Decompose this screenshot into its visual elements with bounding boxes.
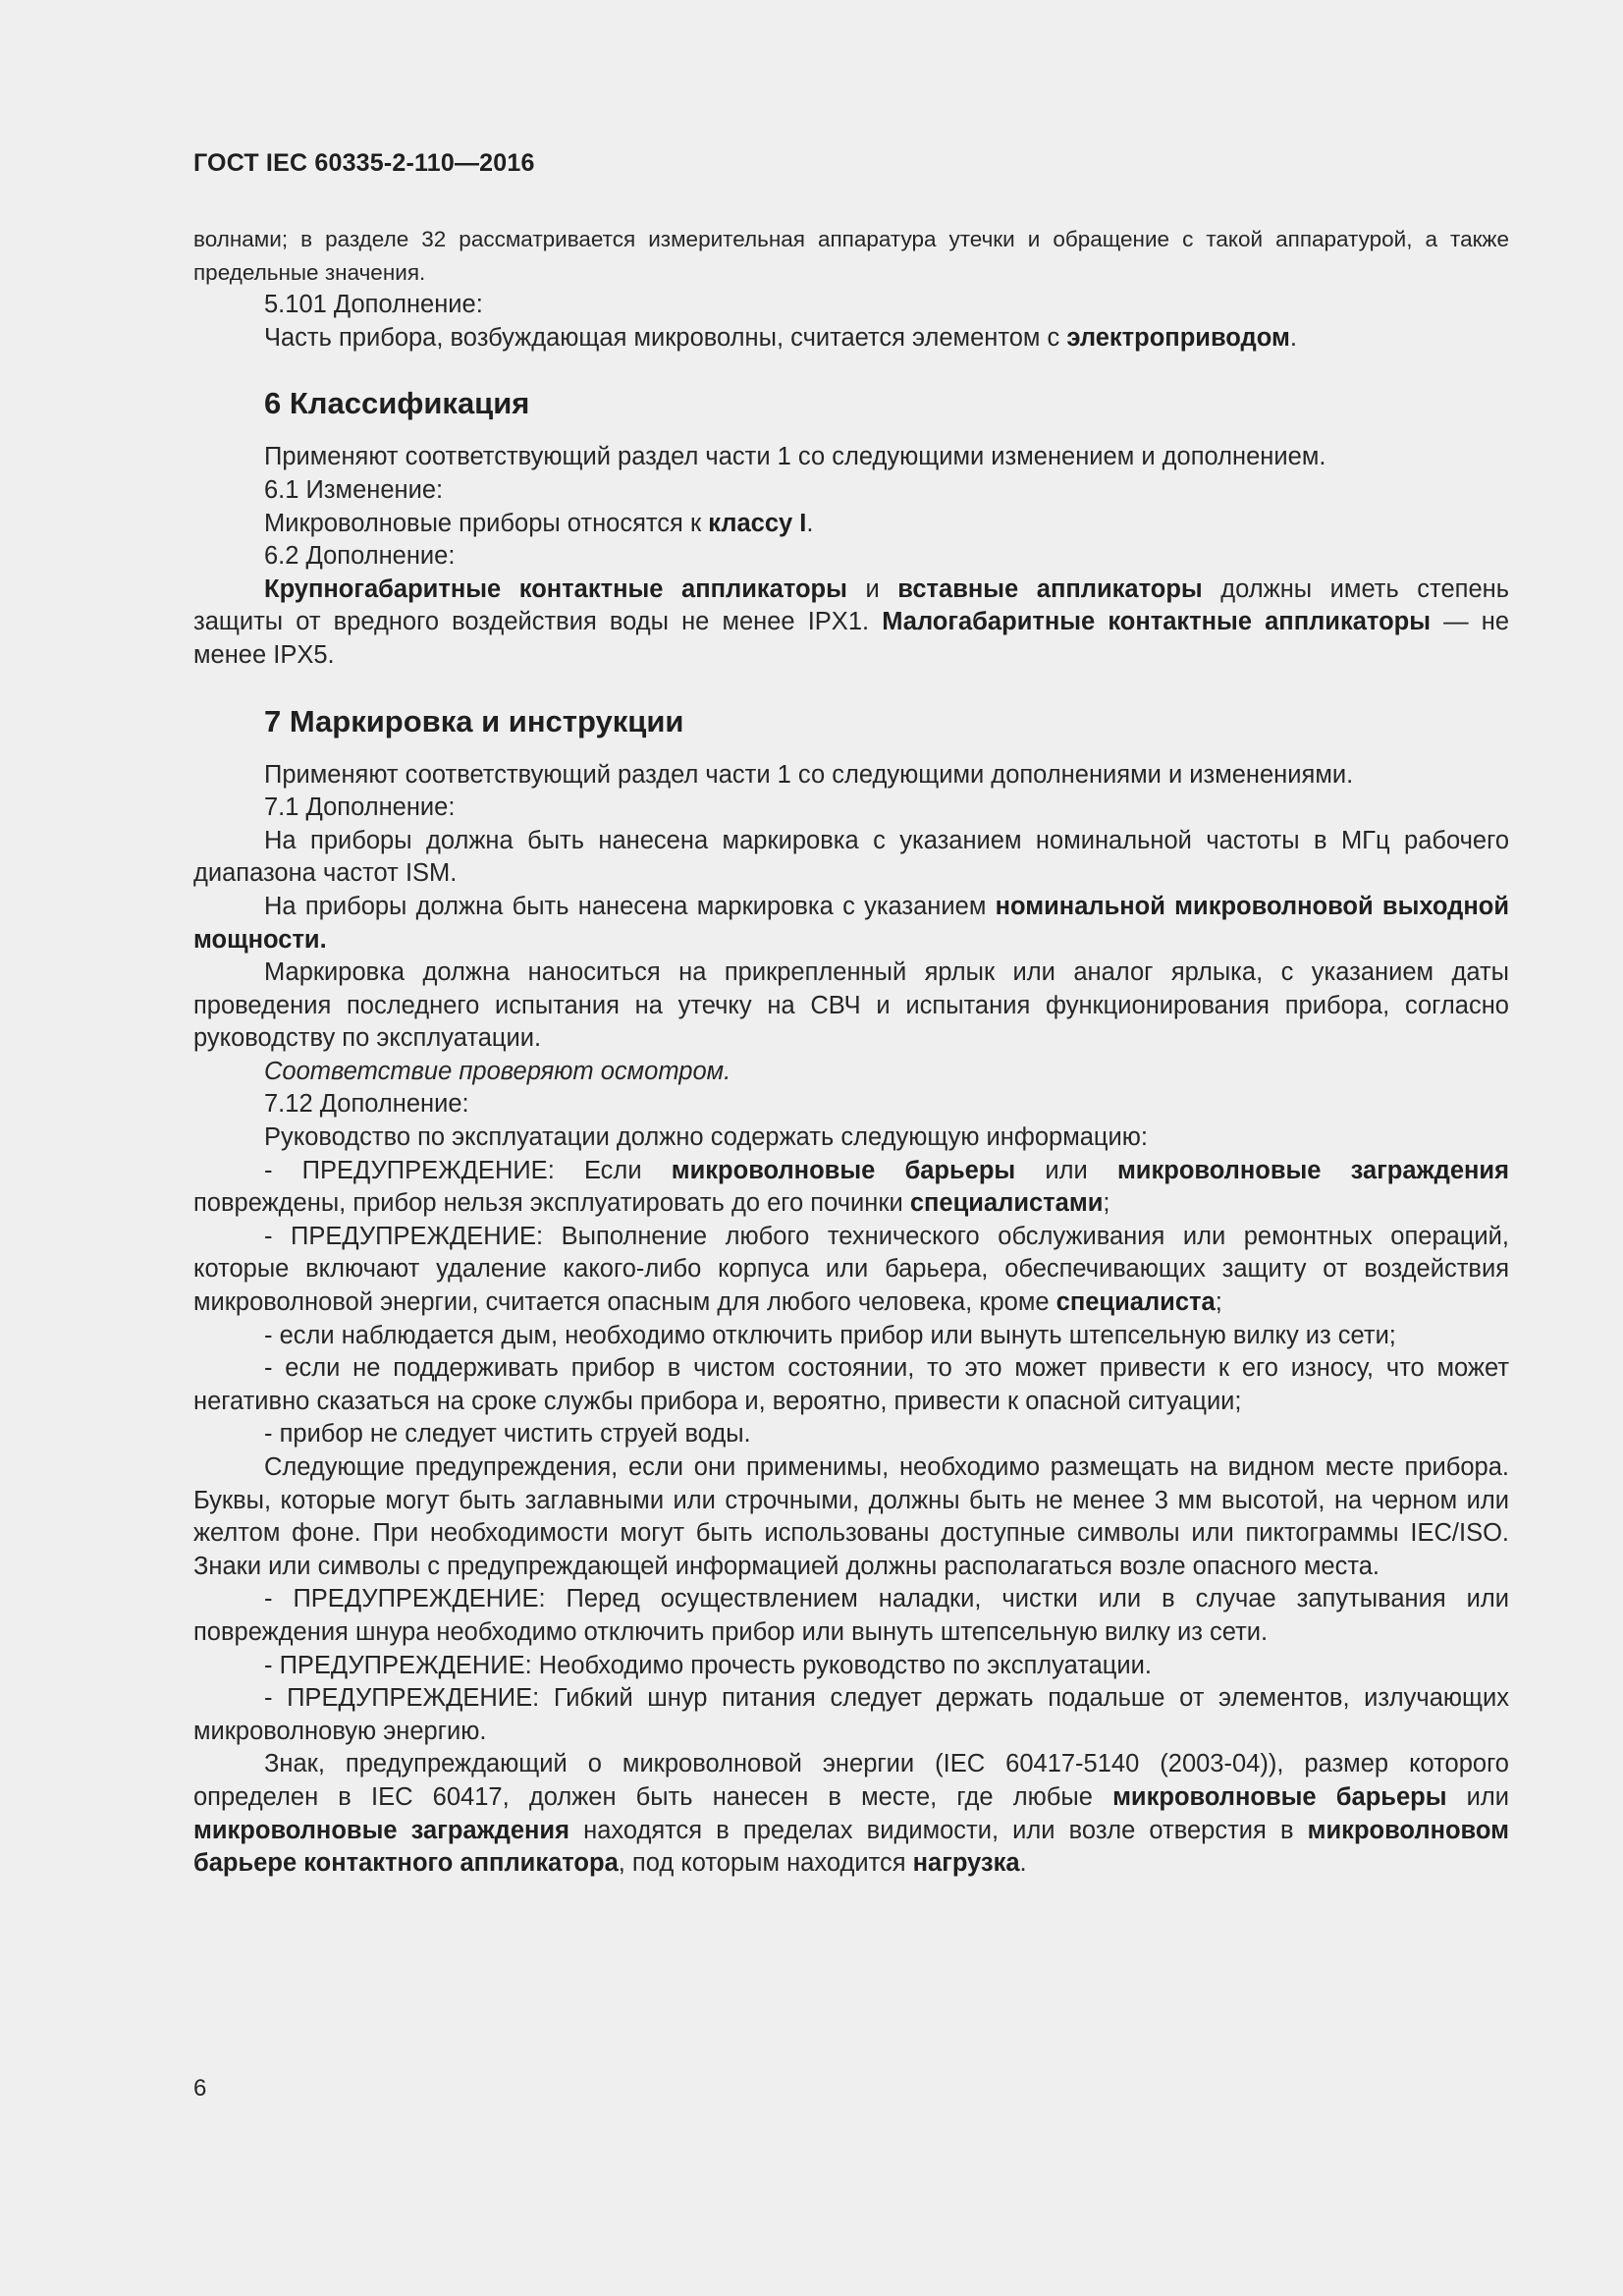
term-bold: специалистами <box>909 1189 1104 1218</box>
paragraph <box>193 891 1509 957</box>
paragraph <box>193 1056 1509 1089</box>
list-item: - ПРЕДУПРЕЖДЕНИЕ: Необходимо прочесть руководство по эксплуатации. <box>264 1651 1152 1679</box>
list-item: - если не поддерживать прибор в чистом состоянии, то это может привести к его износу, что может негативно сказаться на сроке службы прибора и, вероятно, привести к опасной ситуации; <box>193 1354 1509 1415</box>
text-run: - ПРЕДУПРЕЖДЕНИЕ: Выполнение любого технического обслуживания или ремонтных операций, которые включают удаление какого-либо корпуса или барьера, обеспечивающих защиту от воздействия микроволновой энергии, считается опасным для любого человека, кроме <box>193 1222 1509 1317</box>
paragraph: 6.2 Дополнение: <box>264 542 456 571</box>
text-run: ; <box>1215 1288 1222 1317</box>
list-item <box>193 1221 1509 1320</box>
term-bold: Малогабаритные контактные аппликаторы <box>882 608 1432 636</box>
section-heading: 7 Маркировка и инструкции <box>264 703 684 738</box>
text-run: повреждены, прибор нельзя эксплуатировать до его починки <box>193 1189 910 1218</box>
paragraph: 7.12 Дополнение: <box>264 1090 469 1119</box>
term-bold: микроволновые заграждения <box>193 1816 569 1844</box>
text-run: ; <box>1103 1189 1110 1218</box>
text-run: . <box>1019 1849 1027 1878</box>
paragraph: Руководство по эксплуатации должно содержать следующую информацию: <box>264 1123 1148 1152</box>
text-run: Часть прибора, возбуждающая микроволны, считается элементом с <box>264 323 1067 352</box>
paragraph: 5.101 Дополнение: <box>264 291 483 319</box>
paragraph: Применяют соответствующий раздел части 1 со следующими изменением и дополнением. <box>264 443 1326 471</box>
paragraph: волнами; в разделе 32 рассматривается измерительная аппаратура утечки и обращение с такой аппаратурой, а также предельные значения. <box>193 227 1509 285</box>
section-heading: 6 Классификация <box>264 386 530 421</box>
term-bold: вставные аппликаторы <box>897 574 1203 603</box>
text-run: — не менее IPX5. <box>193 608 1509 669</box>
text-run: . <box>806 509 814 537</box>
paragraph <box>193 574 1509 673</box>
paragraph <box>193 1748 1509 1880</box>
paragraph: 7.1 Дополнение: <box>264 793 456 822</box>
term-bold: классу I <box>708 509 807 537</box>
text-run: . <box>1289 323 1297 352</box>
text-run: Микроволновые приборы относятся к <box>264 509 709 537</box>
text-run: , под которым находится <box>618 1849 913 1878</box>
page-number: 6 <box>193 2075 207 2102</box>
list-item: - прибор не следует чистить струей воды. <box>264 1420 751 1449</box>
text-run: или <box>1446 1782 1510 1811</box>
list-item: - ПРЕДУПРЕЖДЕНИЕ: Перед осуществлением наладки, чистки или в случае запутывания или повреждения шнура необходимо отключить прибор или вынуть штепсельную вилку из сети. <box>193 1585 1509 1646</box>
term-bold: специалиста <box>1055 1288 1216 1317</box>
term-bold: нагрузка <box>912 1849 1020 1878</box>
list-item: - если наблюдается дым, необходимо отключить прибор или вынуть штепсельную вилку из сети; <box>264 1321 1396 1349</box>
term-bold: микроволновые заграждения <box>1116 1156 1509 1184</box>
term-bold: электроприводом <box>1066 323 1290 352</box>
list-item <box>193 1155 1509 1221</box>
document-header: ГОСТ IEC 60335-2-110—2016 <box>193 149 535 177</box>
text-run: или <box>1015 1156 1117 1184</box>
term-bold: микроволновом барьере контактного аппликатора <box>193 1816 1509 1878</box>
text-run: и <box>846 574 898 603</box>
paragraph <box>193 322 1509 355</box>
text-run: Знак, предупреждающий о микроволновой энергии (IEC 60417-5140 (2003-04)), размер которого определен в IEC 60417, должен быть нанесен в месте, где любые <box>193 1750 1509 1811</box>
paragraph: Следующие предупреждения, если они применимы, необходимо размещать на видном месте прибора. Буквы, которые могут быть заглавными или строчными, должны быть не менее 3 мм высотой, на черном или желтом фоне. При необходимости могут быть использованы доступные символы или пиктограммы IEC/ISO. Знаки или символы с предупреждающей информацией должны располагаться возле опасного места. <box>193 1453 1509 1580</box>
list-item: - ПРЕДУПРЕЖДЕНИЕ: Гибкий шнур питания следует держать подальше от элементов, излучающих микроволновую энергию. <box>193 1684 1509 1745</box>
text-run: На приборы должна быть нанесена маркировка с указанием <box>264 892 996 920</box>
text-run: должны иметь степень защиты от вредного воздействия воды не менее IPX1. <box>193 574 1509 636</box>
paragraph: Применяют соответствующий раздел части 1 со следующими дополнениями и изменениями. <box>264 760 1354 789</box>
compliance-note: Соответствие проверяют осмотром. <box>264 1057 731 1085</box>
term-bold: Крупногабаритные контактные аппликаторы <box>264 574 847 603</box>
paragraph: 6.1 Изменение: <box>264 475 444 504</box>
term-bold: номинальной микроволновой выходной мощности. <box>193 892 1509 954</box>
term-bold: микроволновые барьеры <box>1112 1782 1447 1811</box>
paragraph: Маркировка должна наноситься на прикрепленный ярлык или аналог ярлыка, с указанием даты проведения последнего испытания на утечку на СВЧ и испытания функционирования прибора, согласно руководству по эксплуатации. <box>193 958 1509 1053</box>
term-bold: микроволновые барьеры <box>671 1156 1016 1184</box>
paragraph <box>193 508 1509 541</box>
text-run: находятся в пределах видимости, или возле отверстия в <box>568 1816 1308 1844</box>
text-run: - ПРЕДУПРЕЖДЕНИЕ: Если <box>264 1156 672 1184</box>
document-body <box>193 223 1509 1881</box>
paragraph: На приборы должна быть нанесена маркировка с указанием номинальной частоты в МГц рабочего диапазона частот ISM. <box>193 826 1509 888</box>
